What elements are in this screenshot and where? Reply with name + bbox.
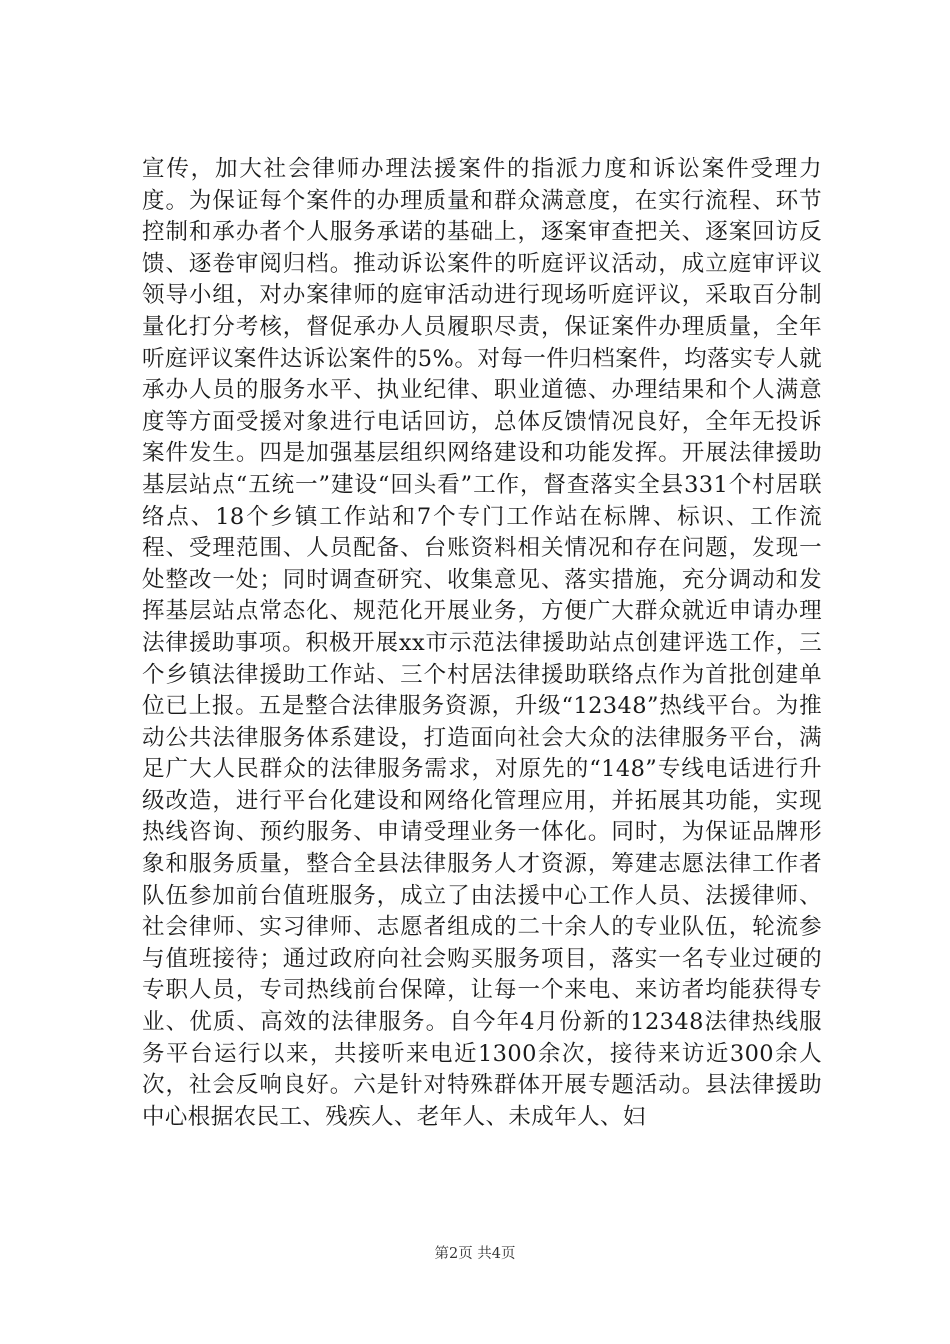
body-paragraph: 宣传，加大社会律师办理法援案件的指派力度和诉讼案件受理力度。为保证每个案件的办理质量和群众满意度，在实行流程、环节控制和承办者个人服务承诺的基础上，逐案审查把关、逐案回访反馈、逐卷审阅归档。推动诉讼案件的听庭评议活动，成立庭审评议领导小组，对办案律师的庭审活动进行现场听庭评议，采取百分制量化打分考核，督促承办人员履职尽责，保证案件办理质量，全年听庭评议案件达诉讼案件的5%。对每一件归档案件，均落实专人就承办人员的服务水平、执业纪律、职业道德、办理结果和个人满意度等方面受援对象进行电话回访，总体反馈情况良好，全年无投诉案件发生。四是加强基层组织网络建设和功能发挥。开展法律援助基层站点“五统一”建设“回头看”工作，督查落实全县331个村居联络点、18个乡镇工作站和7个专门工作站在标牌、标识、工作流程、受理范围、人员配备、台账资料相关情况和存在问题，发现一处整改一处；同时调查研究、收集意见、落实措施，充分调动和发挥基层站点常态化、规范化开展业务，方便广大群众就近申请办理法律援助事项。积极开展xx市示范法律援助站点创建评选工作，三个乡镇法律援助工作站、三个村居法律援助联络点作为首批创建单位已上报。五是整合法律服务资源，升级“12348”热线平台。为推动公共法律服务体系建设，打造面向社会大众的法律服务平台，满足广大人民群众的法律服务需求，对原先的“148”专线电话进行升级改造，进行平台化建设和网络化管理应用，并拓展其功能，实现热线咨询、预约服务、申请受理业务一体化。同时，为保证品牌形象和服务质量，整合全县法律服务人才资源，筹建志愿法律工作者队伍参加前台值班服务，成立了由法援中心工作人员、法援律师、社会律师、实习律师、志愿者组成的二十余人的专业队伍，轮流参与值班接待；通过政府向社会购买服务项目，落实一名专业过硬的专职人员，专司热线前台保障，让每一个来电、来访者均能获得专业、优质、高效的法律服务。自今年4月份新的12348法律热线服务平台运行以来，共接听来电近1300余次，接待来访近300余人次，社会反响良好。六是针对特殊群体开展专题活动。县法律援助中心根据农民工、残疾人、老年人、未成年人、妇	[142, 156, 822, 1130]
page-footer: 第2页 共4页	[434, 1246, 516, 1262]
